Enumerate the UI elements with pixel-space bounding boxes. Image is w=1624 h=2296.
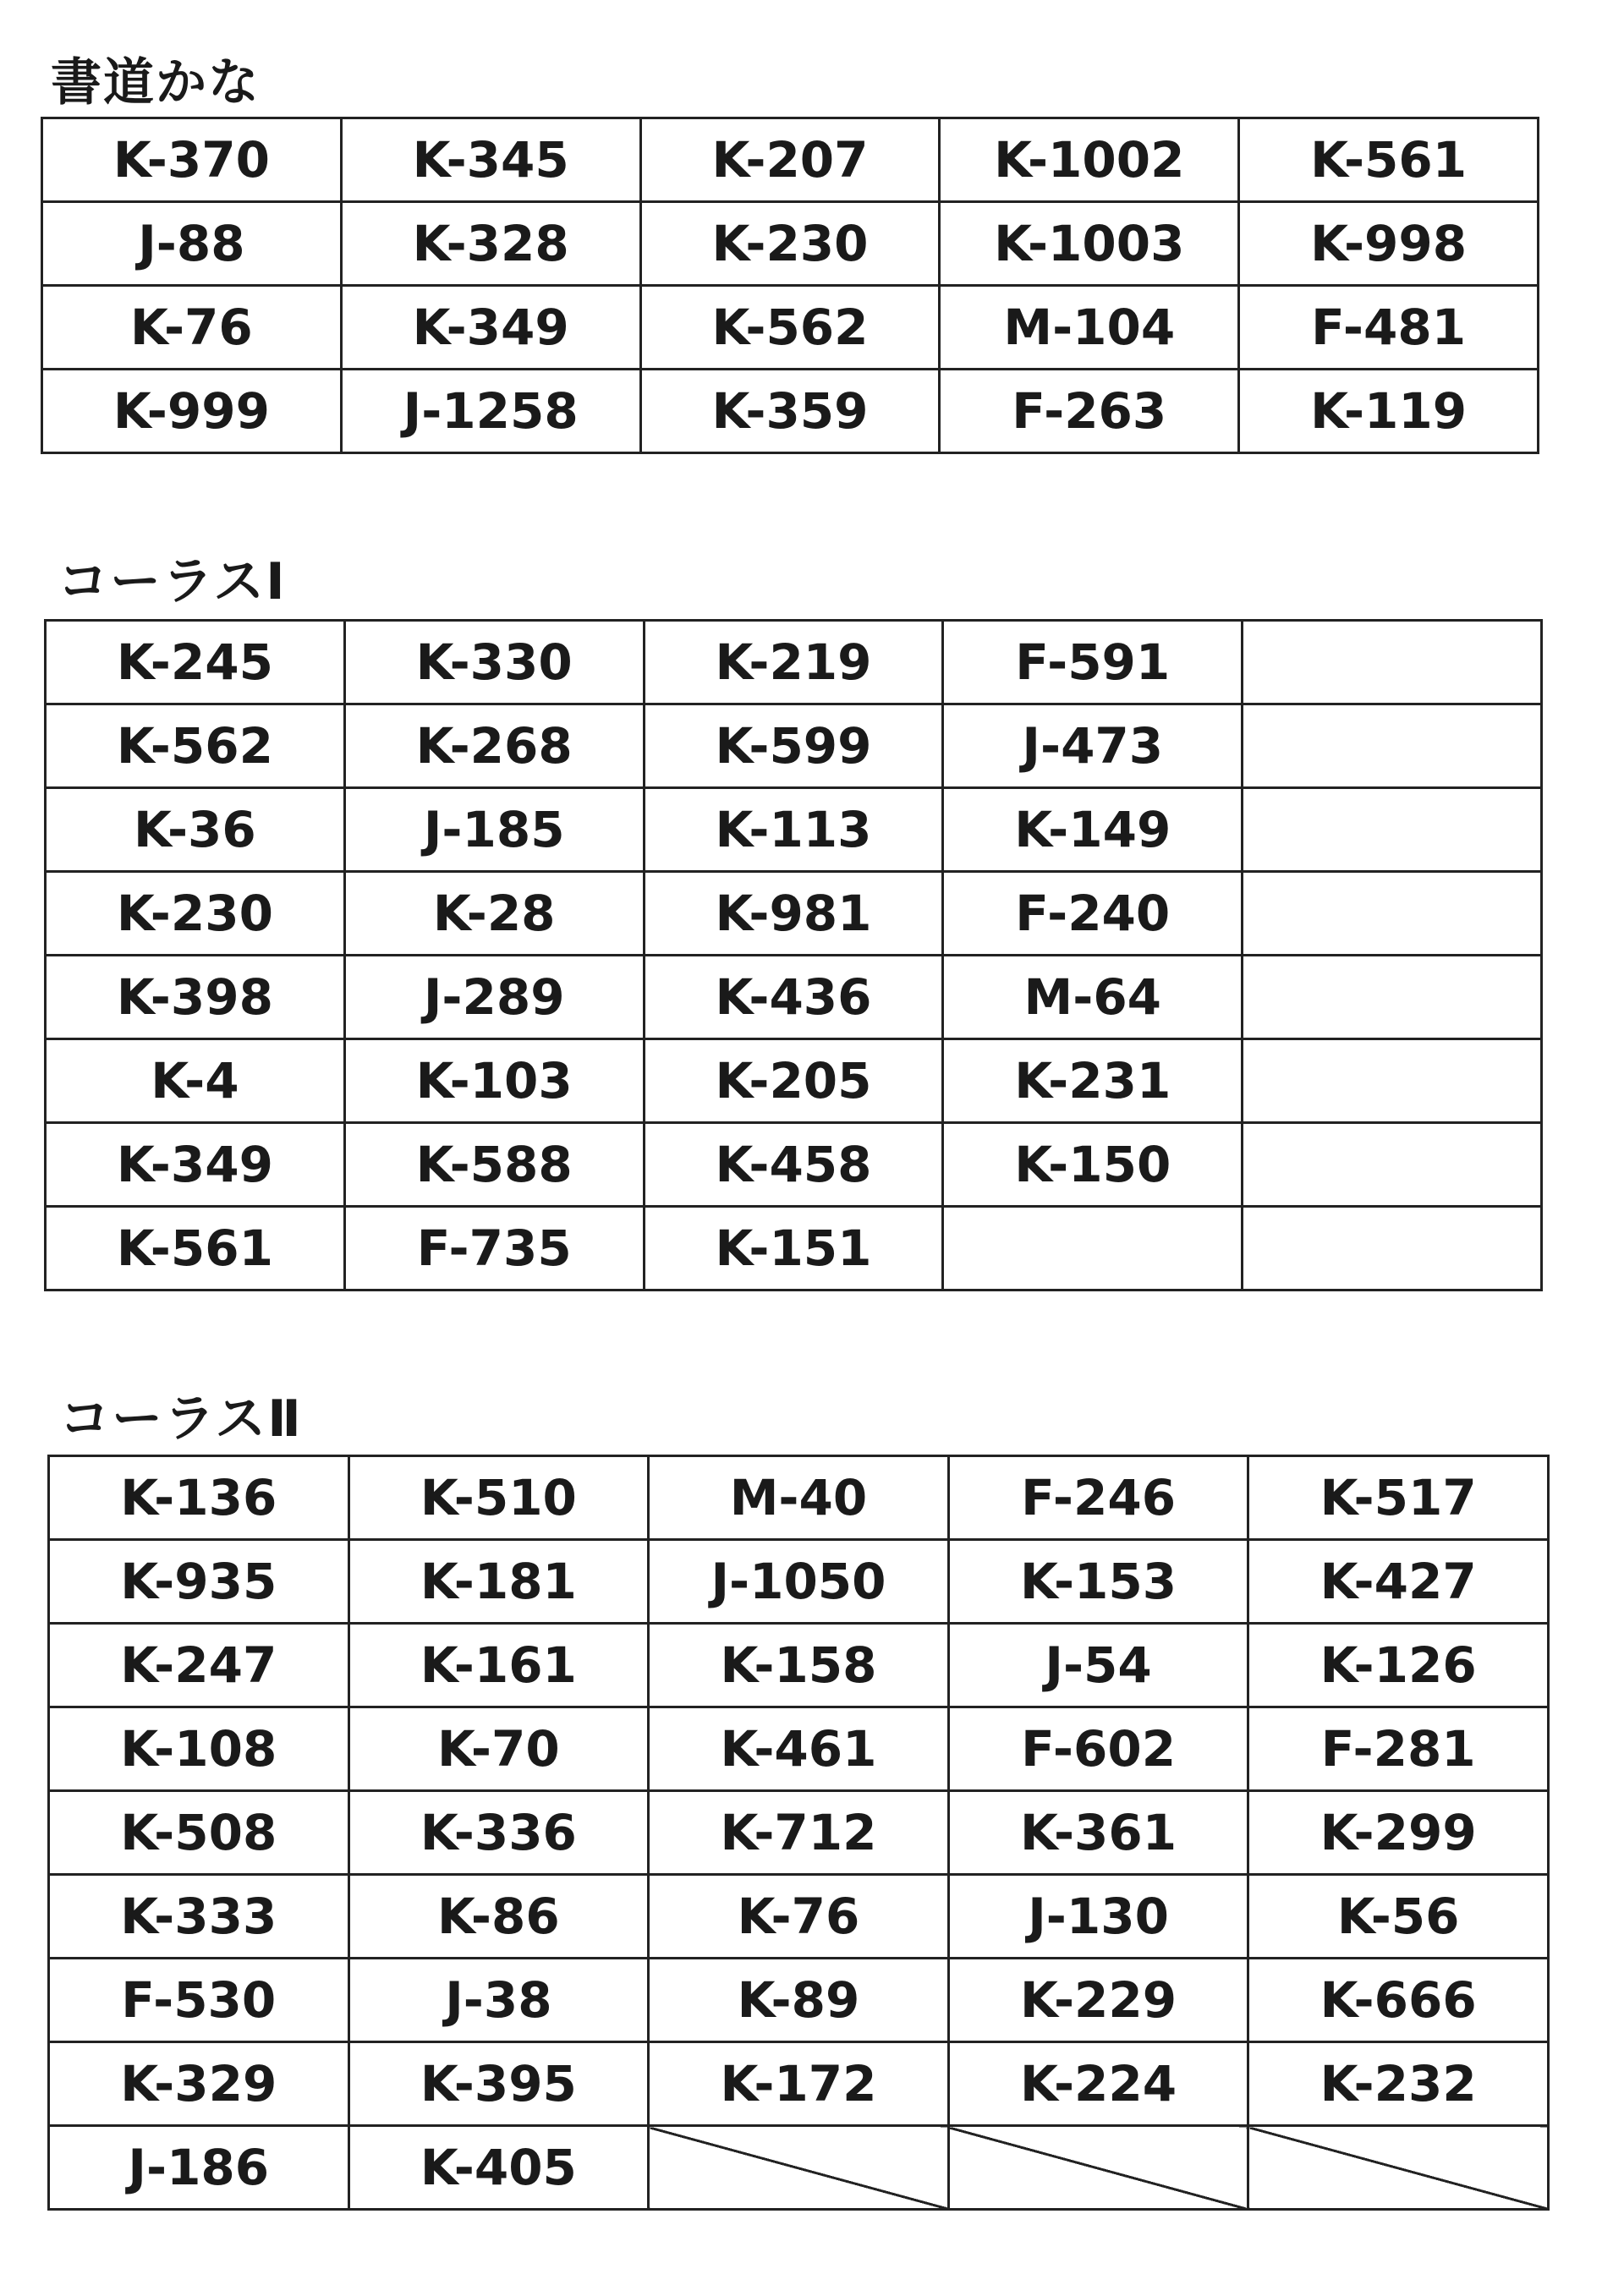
table-cell: J-289 <box>344 956 644 1039</box>
table-cell: K-299 <box>1248 1791 1549 1875</box>
table-cell: K-151 <box>644 1207 943 1290</box>
table-cell <box>1243 872 1542 956</box>
table-row <box>49 2126 1549 2210</box>
table-cell: K-562 <box>46 704 345 788</box>
table-cell: K-207 <box>640 118 940 202</box>
table-cell: F-602 <box>948 1707 1248 1791</box>
table-cell: J-38 <box>348 1959 649 2042</box>
empty-slashed-cell <box>948 2126 1248 2210</box>
table-cell: F-281 <box>1248 1707 1549 1791</box>
table-cell: K-361 <box>948 1791 1248 1875</box>
table-cell: K-981 <box>644 872 943 956</box>
table-row <box>49 1624 1549 1707</box>
table-cell: K-370 <box>42 118 342 202</box>
table-cell: K-126 <box>1248 1624 1549 1707</box>
table-cell: K-230 <box>640 202 940 286</box>
table-cell: K-461 <box>649 1707 949 1791</box>
table-cell: J-54 <box>948 1624 1248 1707</box>
table-cell: K-224 <box>948 2042 1248 2126</box>
table-cell: J-1258 <box>341 370 640 453</box>
table-cell: K-76 <box>42 286 342 370</box>
table-cell: K-508 <box>49 1791 349 1875</box>
table-cell: K-517 <box>1248 1456 1549 1540</box>
table-cell: K-336 <box>348 1791 649 1875</box>
table-cell: K-70 <box>348 1707 649 1791</box>
table-cell: K-205 <box>644 1039 943 1123</box>
table-row <box>49 1456 1549 1540</box>
table-cell: K-599 <box>644 704 943 788</box>
table-row <box>46 788 1542 872</box>
table-cell: K-998 <box>1239 202 1539 286</box>
table-cell: J-473 <box>943 704 1243 788</box>
table-cell: K-345 <box>341 118 640 202</box>
table-row <box>46 1039 1542 1123</box>
table-cell: K-561 <box>46 1207 345 1290</box>
table-cell: K-349 <box>46 1123 345 1207</box>
table-cell: K-510 <box>348 1456 649 1540</box>
table-cell: K-395 <box>348 2042 649 2126</box>
table-cell: K-172 <box>649 2042 949 2126</box>
table-cell: K-113 <box>644 788 943 872</box>
table-row <box>46 704 1542 788</box>
table-cell: K-436 <box>644 956 943 1039</box>
table-cell: K-999 <box>42 370 342 453</box>
table-row <box>46 1123 1542 1207</box>
table-cell: K-405 <box>348 2126 649 2210</box>
table-cell: K-330 <box>344 621 644 704</box>
table-cell: F-240 <box>943 872 1243 956</box>
table-row <box>49 1540 1549 1624</box>
table-cell <box>1243 1123 1542 1207</box>
table-cell: K-712 <box>649 1791 949 1875</box>
table-cell: K-136 <box>49 1456 349 1540</box>
table-row <box>46 1207 1542 1290</box>
section-title-chorus-1: コーラスⅠ <box>58 552 287 611</box>
table-cell <box>1243 1039 1542 1123</box>
table-cell <box>1243 621 1542 704</box>
table-cell: K-229 <box>948 1959 1248 2042</box>
table-row <box>42 118 1539 202</box>
table-cell: K-268 <box>344 704 644 788</box>
table-row <box>46 872 1542 956</box>
table-cell: K-161 <box>348 1624 649 1707</box>
table-row <box>46 956 1542 1039</box>
table-cell: M-40 <box>649 1456 949 1540</box>
table-cell: K-1002 <box>940 118 1239 202</box>
table-row <box>46 621 1542 704</box>
table-row <box>42 286 1539 370</box>
table-row <box>42 202 1539 286</box>
table-cell: K-231 <box>943 1039 1243 1123</box>
table-cell: K-149 <box>943 788 1243 872</box>
table-cell: F-735 <box>344 1207 644 1290</box>
table-cell: M-104 <box>940 286 1239 370</box>
table-cell: K-153 <box>948 1540 1248 1624</box>
table-cell: F-481 <box>1239 286 1539 370</box>
table-cell <box>1243 1207 1542 1290</box>
table-cell: K-329 <box>49 2042 349 2126</box>
table-cell: K-328 <box>341 202 640 286</box>
table-cell: K-561 <box>1239 118 1539 202</box>
table-cell: F-263 <box>940 370 1239 453</box>
table-cell: K-349 <box>341 286 640 370</box>
table-cell: J-185 <box>344 788 644 872</box>
table-cell: K-219 <box>644 621 943 704</box>
table-cell: K-230 <box>46 872 345 956</box>
table-row <box>49 1791 1549 1875</box>
table-cell: K-562 <box>640 286 940 370</box>
code-table-chorus-2 <box>47 1455 1550 2211</box>
empty-slashed-cell <box>1248 2126 1549 2210</box>
table-cell: K-333 <box>49 1875 349 1959</box>
table-cell: F-591 <box>943 621 1243 704</box>
table-cell: K-458 <box>644 1123 943 1207</box>
table-cell: K-1003 <box>940 202 1239 286</box>
table-cell <box>1243 956 1542 1039</box>
table-cell: K-398 <box>46 956 345 1039</box>
table-cell: K-232 <box>1248 2042 1549 2126</box>
table-row <box>49 2042 1549 2126</box>
empty-slashed-cell <box>649 2126 949 2210</box>
table-row <box>49 1959 1549 2042</box>
table-cell: K-86 <box>348 1875 649 1959</box>
table-cell: J-1050 <box>649 1540 949 1624</box>
table-row <box>49 1707 1549 1791</box>
table-cell: K-359 <box>640 370 940 453</box>
table-cell: J-88 <box>42 202 342 286</box>
table-row <box>42 370 1539 453</box>
table-cell: K-158 <box>649 1624 949 1707</box>
table-cell: K-108 <box>49 1707 349 1791</box>
table-cell: K-89 <box>649 1959 949 2042</box>
table-cell: K-666 <box>1248 1959 1549 2042</box>
table-cell: K-103 <box>344 1039 644 1123</box>
table-cell: J-186 <box>49 2126 349 2210</box>
table-cell: M-64 <box>943 956 1243 1039</box>
table-cell: K-588 <box>344 1123 644 1207</box>
table-cell: F-246 <box>948 1456 1248 1540</box>
table-cell: K-935 <box>49 1540 349 1624</box>
table-cell <box>943 1207 1243 1290</box>
code-table-chorus-1 <box>44 619 1543 1291</box>
code-table-shodo-kana <box>41 117 1539 454</box>
table-cell: K-150 <box>943 1123 1243 1207</box>
section-title-chorus-2: コーラスⅡ <box>59 1389 303 1449</box>
table-cell <box>1243 788 1542 872</box>
table-cell: F-530 <box>49 1959 349 2042</box>
table-cell: J-130 <box>948 1875 1248 1959</box>
table-cell: K-119 <box>1239 370 1539 453</box>
section-title-shodo-kana: 書道かな <box>51 53 261 112</box>
table-cell: K-4 <box>46 1039 345 1123</box>
table-cell: K-247 <box>49 1624 349 1707</box>
table-cell: K-427 <box>1248 1540 1549 1624</box>
table-cell: K-76 <box>649 1875 949 1959</box>
table-cell: K-36 <box>46 788 345 872</box>
table-cell: K-245 <box>46 621 345 704</box>
table-cell: K-181 <box>348 1540 649 1624</box>
table-cell: K-28 <box>344 872 644 956</box>
table-row <box>49 1875 1549 1959</box>
table-cell: K-56 <box>1248 1875 1549 1959</box>
table-cell <box>1243 704 1542 788</box>
